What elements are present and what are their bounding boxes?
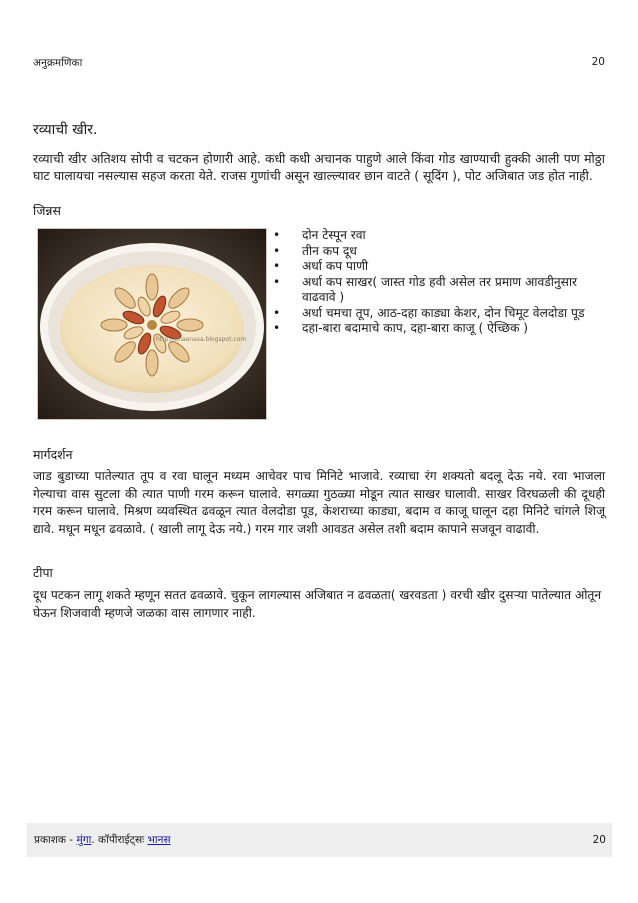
kheer-bowl-illustration bbox=[38, 229, 266, 419]
ingredient-item: • दहा-बारा बदामाचे काप, दहा-बारा काजू ( ऐच्छिक ) bbox=[273, 321, 529, 335]
publisher-label: प्रकाशक - bbox=[34, 834, 77, 846]
publisher-link[interactable]: मुंगा bbox=[76, 834, 92, 846]
recipe-intro: रव्याची खीर अतिशय सोपी व चटकन होणारी आहे. कधी कधी अचानक पाहुणे आले किंवा गोड खाण्याची हुक्की आली पण मोठ्ठा घाट घालायचा नसल्यास सहज करता येते. राजस गुणांची असून खाल्ल्यावर छान वाटते ( सूदिंग ), पोट अजिबात जड होत नाही. bbox=[33, 151, 605, 183]
ingredient-item: • दोन टेस्पून रवा bbox=[273, 228, 366, 242]
bullet-icon: • bbox=[273, 305, 281, 320]
bullet-icon: • bbox=[273, 321, 281, 335]
footer-credits bbox=[34, 833, 171, 847]
ingredient-item: • अर्धा कप साखर( जास्त गोड हवी असेल तर प्रमाण आवडीनुसार वाढवावे ) bbox=[273, 274, 578, 304]
bullet-icon: • bbox=[273, 259, 281, 273]
method-text: जाड बुडाच्या पातेल्यात तूप व रवा घालून मध्यम आचेवर पाच मिनिटे भाजावे. रव्याचा रंग शक्यतो बदलू देऊ नये. रवा भाजला गेल्याचा वास सुटला की त्यात पाणी गरम करून घालावे. सगळ्या गुठळ्या मोडून त्यात साखर घालावी. साखर विरघळली की दूधही गरम करून घालावे. मिश्रण व्यवस्थित ढवळून त्यात वेलदोडा पूड, केशराच्या काड्या, बदाम व काजू घालून दहा मिनिटे चांगले शिजू द्यावे. मधून मधून ढवळावे. ( खाली लागू देऊ नये.) गरम गार जशी आवडत असेल तशी बदाम कापाने सजवून वाढावी. bbox=[33, 469, 605, 536]
copyright-link[interactable]: भानस bbox=[147, 834, 171, 846]
kheer-photo bbox=[37, 228, 267, 420]
bullet-icon: • bbox=[273, 228, 281, 242]
method-heading: मार्गदर्शन bbox=[33, 447, 73, 462]
header-page-number: 20 bbox=[591, 56, 605, 68]
photo-watermark: http://bhaanasa.blogspot.com bbox=[156, 336, 247, 343]
tip-text: दूध पटकन लागू शकते म्हणून सतत ढवळावे. चुकून लागल्यास अजिबात न ढवळता( खरवडता ) वरची खीर दुसऱ्या पातेल्यात ओतून घेऊन शिजवावी म्हणजे जळका वास लागणार नाही. bbox=[33, 588, 602, 620]
recipe-title: रव्याची खीर. bbox=[33, 122, 98, 138]
ingredient-item: • अर्धा कप पाणी bbox=[273, 259, 369, 273]
page-header bbox=[33, 56, 605, 72]
bullet-icon: • bbox=[273, 274, 281, 289]
ingredients-list bbox=[270, 228, 606, 337]
ingredient-item: • तीन कप दूध bbox=[273, 243, 357, 258]
footer-page-number: 20 bbox=[592, 834, 606, 846]
bullet-icon: • bbox=[273, 243, 281, 258]
ingredients-heading: जिन्नस bbox=[33, 203, 61, 218]
ingredient-item: • अर्धा चमचा तूप, आठ-दहा काड्या केशर, दोन चिमूट वेलदोडा पूड bbox=[273, 305, 585, 320]
copyright-label: . कॉपीराईट्सः bbox=[91, 834, 148, 846]
page-footer bbox=[27, 823, 612, 857]
header-section-title: अनुक्रमणिका bbox=[33, 57, 83, 69]
tip-heading: टीपा bbox=[33, 565, 53, 580]
